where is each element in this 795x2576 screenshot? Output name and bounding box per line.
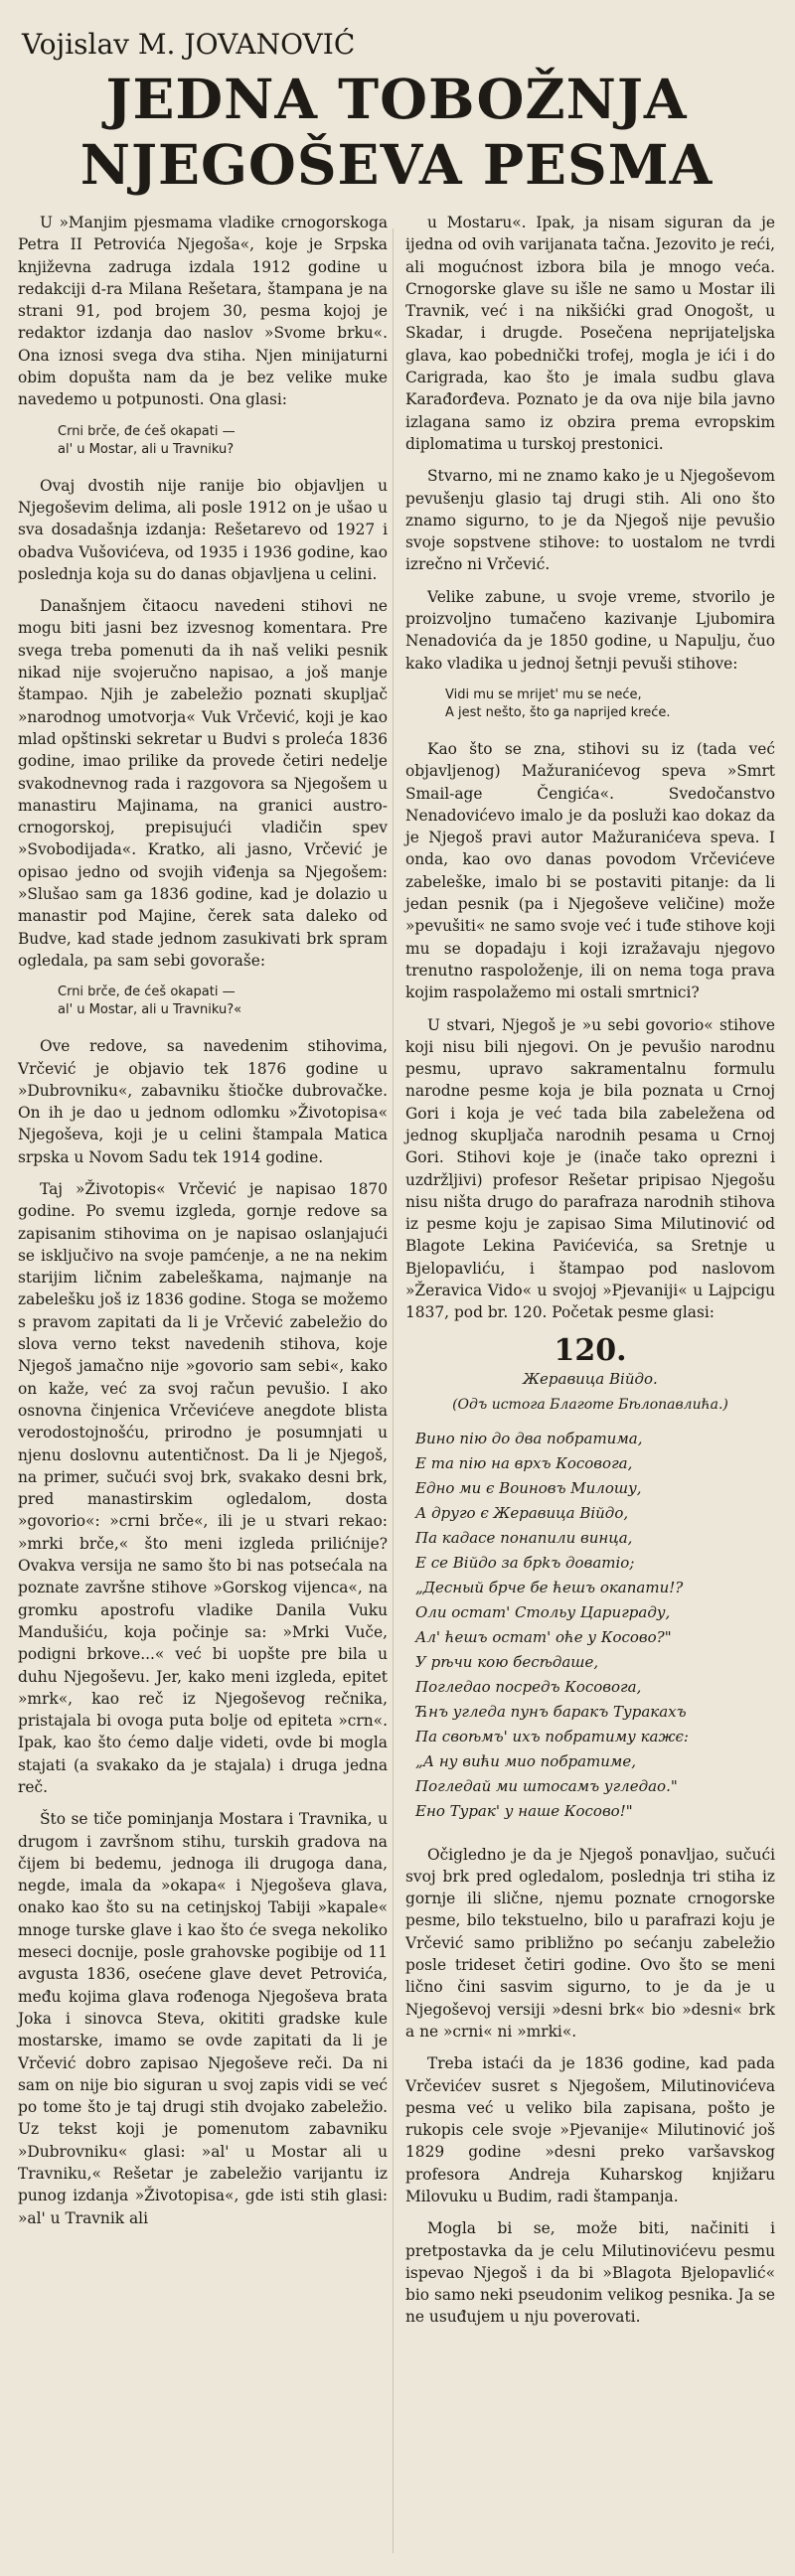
- cyrillic-poem: [405, 1332, 775, 1824]
- title-line-2: NJEGOŠEVA PESMA: [80, 132, 714, 197]
- verse-line: al' u Mostar, ali u Travniku?: [58, 441, 235, 457]
- poem-subtitle: (Одъ истога Благоте Бѣлопавлића.): [452, 1397, 728, 1414]
- paragraph: Što se tiče pominjanja Mostara i Travnika, u drugom i završnom stihu, turskih gradova na čijem bi bedemu, jednoga ili drugoga dana, negde, imala da »okapa« i Njegoševa glava, onako kao što su na cetinjskoj Tabiji »kapale« mnoge turske glave i kao što će svega nekoliko meseci docnije, posle grahovske pogibije od 11 avgusta 1836, osećene glave devet Petrovića, među kojima glava rođenoga Njegoševa brata Joka i sinovca Steva, okititi gradske kule mostarske, imamo se ovde zapitati da li je Vrčević dobro zapisao Njegoševe reči. Da ni sam on nije bio siguran u svoj zapis vidi se već po tome što je taj drugi stih dvojako zabeležio. Uz tekst koji je pomenutom zabavniku »Dubrovniku« glasi: »al' u Mostar ali u Travniku,« Rešetar je zabeležio varijantu iz punog izdanja »Životopisa«, gde isti stih glasi: »al' u Travnik ali: [18, 1810, 388, 2227]
- poem-line: Е та пію на врхъ Косовогa,: [415, 1453, 633, 1472]
- poem-line: Вино пію до два побратима,: [415, 1429, 643, 1447]
- paragraph: U stvari, Njegoš je »u sebi govorio« stihove koji nisu bili njegovi. On je pevušio narodnu pesmu, upravo sakramentalnu formulu narodne pesme koja je bila poznata u Crnoj Gori i koja je već tada bila zabeležena od jednog skupljača narodnih pesama u Crnoj Gori. Stihovi koje je (inače tako oprezni i uzdržljivi) profesor Rešetar pripisao Njegošu nisu ništa drugo do parafraza narodnih stihova iz pesme koju je zapisao Sima Milutinović od Blagote Lekina Pavićevića, sa Sretnje u Bjelopavliću, i štampao pod naslovom »Žeravica Vido« u svojoj »Pjevaniji« u Lajpcigu 1837, pod br. 120. Početak pesme glasi:: [405, 1015, 775, 1322]
- right-column: [405, 212, 775, 2339]
- paragraph: Današnjem čitaocu navedeni stihovi ne mogu biti jasni bez izvesnog komentara. Pre svega treba pomenuti da ih naš veliki pesnik nikad nije svojeručno napisao, a još manje štampao. Njih je zabeležio poznati skupljač »narodnog umotvorja« Vuk Vrčević, koji je kao mlad opštinski sekretar u Budvi s proleća 1836 godine, imao prilike da provede četiri nedelje svakodnevnog rada i razgovora sa Njegošem u manastiru Majinama, na granici austro-crnogorskoj, prepisujući vladičin spev »Svobodijada«. Kratko, ali jasno, Vrčević je opisao jedno od svojih viđenja sa Njegošem: »Slušao sam ga 1836 godine, kad je dolazio u manastir pod Majine, čerek sata daleko od Budve, kad stade jednom zasukivati brk spram ogledala, pa sam sebi govoraše:: [18, 597, 388, 970]
- poem-line: Погледао посредъ Косовогa,: [415, 1677, 642, 1696]
- paragraph: Kao što se zna, stihovi su iz (tada već objavljenog) Mažuranićevog speva »Smrt Smail-age Čengića«. Svedočanstvo Nenadovićevo imalo je da posluži kao dokaz da je Njegoš pravi autor Mažuranićeva speva. I onda, kao ovo danas povodom Vrčevićeve zabeleške, imalo bi se postaviti pitanje: da li jedan pesnik (pa i Njegoševe veličine) može »pevušiti« ne samo svoje već i tuđe stihove koji mu se dopadaju i koji izražavaju njegovo trenutno raspoloženje, ili on nema toga prava kojim raspolažemo mi ostali smrtnici?: [405, 739, 775, 1002]
- author-name: Vojislav M. JOVANOVIĆ: [22, 28, 356, 61]
- quoted-verse: [58, 423, 388, 459]
- paragraph: Mogla bi se, može biti, načiniti i pretpostavka da je celu Milutinovićevu pesmu ispevao Njegoš i da bi »Blagota Bjelopavlić« bio samo neki pseudonim velikog pesnika. Ja se ne usuđujem u nju poverovati.: [405, 2219, 775, 2327]
- poem-line: Ал' ћешъ остат' оће у Косово?": [415, 1627, 672, 1646]
- article-body: [18, 212, 775, 2339]
- paragraph: Treba istaći da je 1836 godine, kad pada Vrčevićev susret s Njegošem, Milutinovićeva pesma već u veliko bila zapisana, pošto je rukopis cele svoje »Pjevanije« Milutinović još 1829 godine »desni preko varšavskog profesora Andreja Kuharskog knjižaru Milovuku u Budim, radi štampanja.: [405, 2054, 775, 2205]
- paragraph: U »Manjim pjesmama vladike crnogorskoga Petra II Petrovića Njegoša«, koje je Srpska književna zadruga izdala 1912 godine u redakciji d-ra Milana Rešetara, štampana je na strani 91, pod brojem 30, pesma kojoj je redaktor izdanja dao naslov »Svome brku«. Ona iznosi svega dva stiha. Njen minijaturni obim dopušta nam da je bez velike muke navedemo u potpunosti. Ona glasi:: [18, 214, 388, 409]
- poem-line: Па кадасе понапили винца,: [415, 1528, 633, 1547]
- paragraph: Stvarno, mi ne znamo kako je u Njegoševom pevušenju glasio taj drugi stih. Ali ono što znamo sigurno, to je da Njegoš nije pevušio svoje sopstvene stihove: to uostalom ne tvrdi izrečno ni Vrčević.: [405, 467, 775, 574]
- paragraph: Velike zabune, u svoje vreme, stvorilo je proizvoljno tumačeno kazivanje Ljubomira Nenadovića da je 1850 godine, u Napulju, čuo kako vladika u jednoj šetnji pevuši stihove:: [405, 587, 775, 673]
- poem-line: Па своѣмъ' ихъ побратиму кажє:: [415, 1727, 689, 1745]
- verse-line: Crni brče, đe ćeš okapati —: [58, 423, 236, 439]
- poem-line: Ено Турак' у наше Косово!": [415, 1801, 633, 1820]
- paragraph: Taj »Životopis« Vrčević je napisao 1870 godine. Po svemu izgleda, gornje redove sa zapisanim stihovima on je napisao oslanjajući se isključivo na svoje pamćenje, a ne na nekim starijim ličnim zabeleškama, najmanje na zabelešku još iz 1836 godine. Stoga se možemo s pravom zapitati da li je Vrčević zabeležio do slova verno tekst navedenih stihova, koje Njegoš jamačno nije »govorio sam sebi«, kako on kaže, već za svoj račun pevušio. I ako osnovna činjenica Vrčevićeve anegdote blista verodostojnošću, prirodno je posumnjati u njenu doslovnu autentičnost. Da li je Njegoš, na primer, sučući svoj brk, svakako desni brk, pred manastirskim ogledalom, dosta »govorio«: »crni brče«, ili je u stvari rekao: »mrki brče,« što meni izgleda prilićnije? Ovakva versija ne samo što bi nas potsećala na poznate završne stihove »Gorskog vijenca«, na gromku apostrofu vladike Danila Vuku Mandušiću, koja počinje sa: »Mrki Vuče, podigni brkove...« već bi uopšte pre bila u duhu Njegoševu. Jer, kako meni izgleda, epitet »mrk«, kao reč iz Njegoševog rečnika, pristajala bi ovoga puta bolje od epiteta »crn«. Ipak, kao što ćemo dalje videti, ovde bi mogla stajati (a svakako da je stajala) i druga jedna reč.: [18, 1179, 388, 1796]
- poem-line: Ћнъ угледа пунъ баракъ Туракахъ: [415, 1702, 687, 1721]
- poem-number: 120.: [554, 1332, 627, 1368]
- poem-line: А друго є Жеравица Війдо,: [415, 1503, 629, 1522]
- verse-line: al' u Mostar, ali u Travniku?«: [58, 1002, 242, 1018]
- quoted-verse: [445, 686, 775, 722]
- poem-line: „Десный брче бе ћешъ окапати!?: [415, 1578, 684, 1596]
- poem-line: Едно ми є Воиновъ Милошу,: [415, 1478, 642, 1497]
- poem-line: Оли остат' Стольу Цариграду,: [415, 1602, 671, 1621]
- poem-line: У рѣчи кою бесѣдаше,: [415, 1652, 599, 1671]
- title-line-1: JEDNA TOBOŽNJA: [105, 67, 688, 131]
- poem-line: Е се Війдо за брkъ доватіо;: [415, 1553, 635, 1572]
- verse-line: Crni brče, đe ćeš okapati —: [58, 985, 236, 1000]
- poem-line: Погледай ми штосамъ угледао.": [415, 1776, 678, 1795]
- left-column: [18, 212, 388, 2339]
- paragraph: Očigledno je da je Njegoš ponavljao, sučući svoj brk pred ogledalom, poslednja tri stiha iz gornje ili slične, njemu poznate crnogorske pesme, bilo tekstuelno, bilo u parafrazi koju je Vrčević samo približno po sećanju zabeležio posle trideset četiri godine. Ovo što se meni lično čini sasvim sigurno, to je da je u Njegoševoj versiji »desni brk« bio »desni« brk a ne »crni« ni »mrki«.: [405, 1845, 775, 2041]
- column-divider: [393, 228, 394, 2553]
- paragraph: Ove redove, sa navedenim stihovima, Vrčević je objavio tek 1876 godine u »Dubrovniku«, zabavniku štiočke dubrovačke. On ih je dao u jednom odlomku »Životopisa« Njegoševa, koji je u celini štampala Matica srpska u Novom Sadu tek 1914 godine.: [18, 1037, 388, 1166]
- paragraph: Ovaj dvostih nije ranije bio objavljen u Njegoševim delima, ali posle 1912 on je ušao u sva dosadašnja izdanja: Rešetarevo od 1927 i obadva Vušovićeva, od 1935 i 1936 godine, kao poslednja koja su do danas objavljena u celini.: [18, 476, 388, 583]
- paragraph: u Mostaru«. Ipak, ja nisam siguran da je ijedna od ovih varijanata tačna. Jezovito je reći, ali mogućnost izbora bila je mnogo veća. Crnogorske glave su išle ne samo u Mostar ili Travnik, već i na nikšićki grad Onogošt, u Skadar, i drugde. Posečena neprijateljska glava, kao pobednički trofej, mogla je ići i do Carigrada, kao što je imala sudbu glava Karađorđeva. Poznato je da ova nije bila javno izlagana samo iz obzira prema evropskim diplomatima u turskoj prestonici.: [405, 214, 775, 453]
- verse-line: Vidi mu se mrijet' mu se neće,: [445, 686, 642, 702]
- poem-title: Жеравица Війдо.: [523, 1369, 658, 1388]
- verse-line: A jest nešto, što ga naprijed kreće.: [445, 704, 671, 720]
- quoted-verse: [58, 984, 388, 1019]
- poem-line: „А ну вићи мио побратиме,: [415, 1751, 636, 1770]
- article-title: [18, 67, 775, 198]
